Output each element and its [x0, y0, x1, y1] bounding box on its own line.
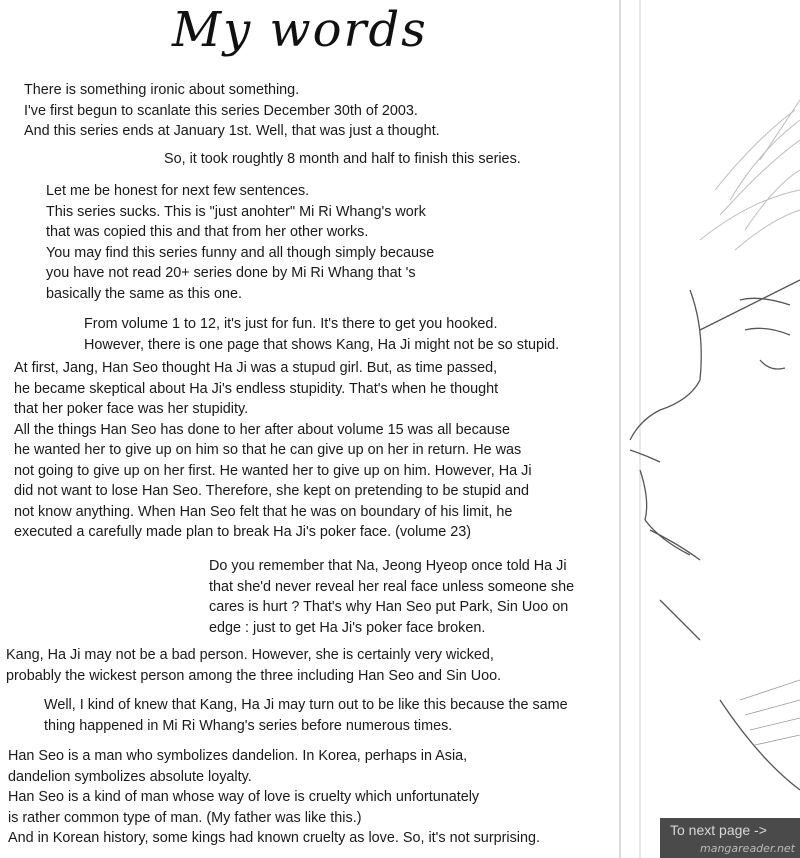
text-line: cares is hurt ? That's why Han Seo put Park, Sin Uoo on [209, 599, 569, 615]
paragraph-na-jeong [209, 556, 574, 638]
text-line: Han Seo is a man who symbolizes dandelion. In Korea, perhaps in Asia, [8, 748, 468, 764]
text-line: dandelion symbolizes absolute loyalty. [8, 768, 252, 785]
text-line: that she'd never reveal her real face unless someone she [209, 578, 575, 595]
text-line: not going to give up on her first. He wanted her to give up on him. However, Ha Ji [14, 462, 532, 479]
text-line: thing happened in Mi Ri Whang's series before numerous times. [44, 717, 453, 734]
paragraph-dandelion [8, 746, 540, 849]
text-line: Let me be honest for next few sentences. [46, 183, 310, 199]
text-line: So, it took roughtly 8 month and half to finish this series. [164, 151, 521, 167]
page-title: My words [172, 2, 428, 58]
text-line: is rather common type of man. (My father was like this.) [8, 809, 362, 826]
paragraph-honest [46, 181, 434, 304]
text-line: he became skeptical about Ha Ji's endless stupidity. That's when he thought [14, 380, 499, 397]
text-line: At first, Jang, Han Seo thought Ha Ji was a stupud girl. But, as time passed, [14, 360, 498, 376]
text-line: he wanted her to give up on him so that he can give up on her in return. He was [14, 442, 522, 458]
paragraph-volumes [84, 314, 559, 355]
text-line: did not want to lose Han Seo. Therefore, she kept on pretending to be stupid and [14, 483, 529, 499]
text-line: edge : just to get Ha Ji's poker face broken. [209, 619, 486, 636]
paragraph-knew [44, 695, 568, 736]
paragraph-wicked [6, 645, 501, 686]
next-page-link[interactable]: To next page -> [670, 822, 767, 838]
watermark: mangareader.net [700, 842, 795, 855]
text-line: Kang, Ha Ji may not be a bad person. However, she is certainly very wicked, [6, 647, 494, 663]
text-line: that was copied this and that from her other works. [46, 224, 369, 240]
text-line: All the things Han Seo has done to her after about volume 15 was all because [14, 421, 510, 438]
text-line: I've first begun to scanlate this series December 30th of 2003. [24, 102, 418, 119]
text-line: executed a carefully made plan to break Ha Ji's poker face. (volume 23) [14, 524, 472, 540]
text-line: You may find this series funny and all though simply because [46, 244, 435, 261]
text-line: you have not read 20+ series done by Mi Ri Whang that 's [46, 265, 416, 281]
text-line: Han Seo is a kind of man whose way of love is cruelty which unfortunately [8, 789, 480, 805]
text-line: not know anything. When Han Seo felt that he was on boundary of his limit, he [14, 503, 513, 520]
text-line: There is something ironic about something. [24, 82, 300, 98]
text-line: that her poker face was her stupidity. [14, 401, 249, 417]
text-line: basically the same as this one. [46, 285, 242, 302]
text-line: From volume 1 to 12, it's just for fun. It's there to get you hooked. [84, 316, 498, 332]
paragraph-intro [24, 80, 440, 142]
text-line: Well, I kind of knew that Kang, Ha Ji may turn out to be like this because the same [44, 697, 568, 713]
text-line: Do you remember that Na, Jeong Hyeop once told Ha Ji [209, 558, 567, 574]
text-line: This series sucks. This is "just anohter" Mi Ri Whang's work [46, 203, 426, 220]
text-line: And in Korean history, some kings had known cruelty as love. So, it's not surprising. [8, 830, 540, 846]
paragraph-han-seo [14, 358, 532, 543]
text-line: However, there is one page that shows Kang, Ha Ji might not be so stupid. [84, 336, 560, 353]
text-line: probably the wickest person among the three including Han Seo and Sin Uoo. [6, 667, 502, 684]
text-line: And this series ends at January 1st. Well, that was just a thought. [24, 123, 440, 139]
paragraph-duration [164, 149, 521, 170]
